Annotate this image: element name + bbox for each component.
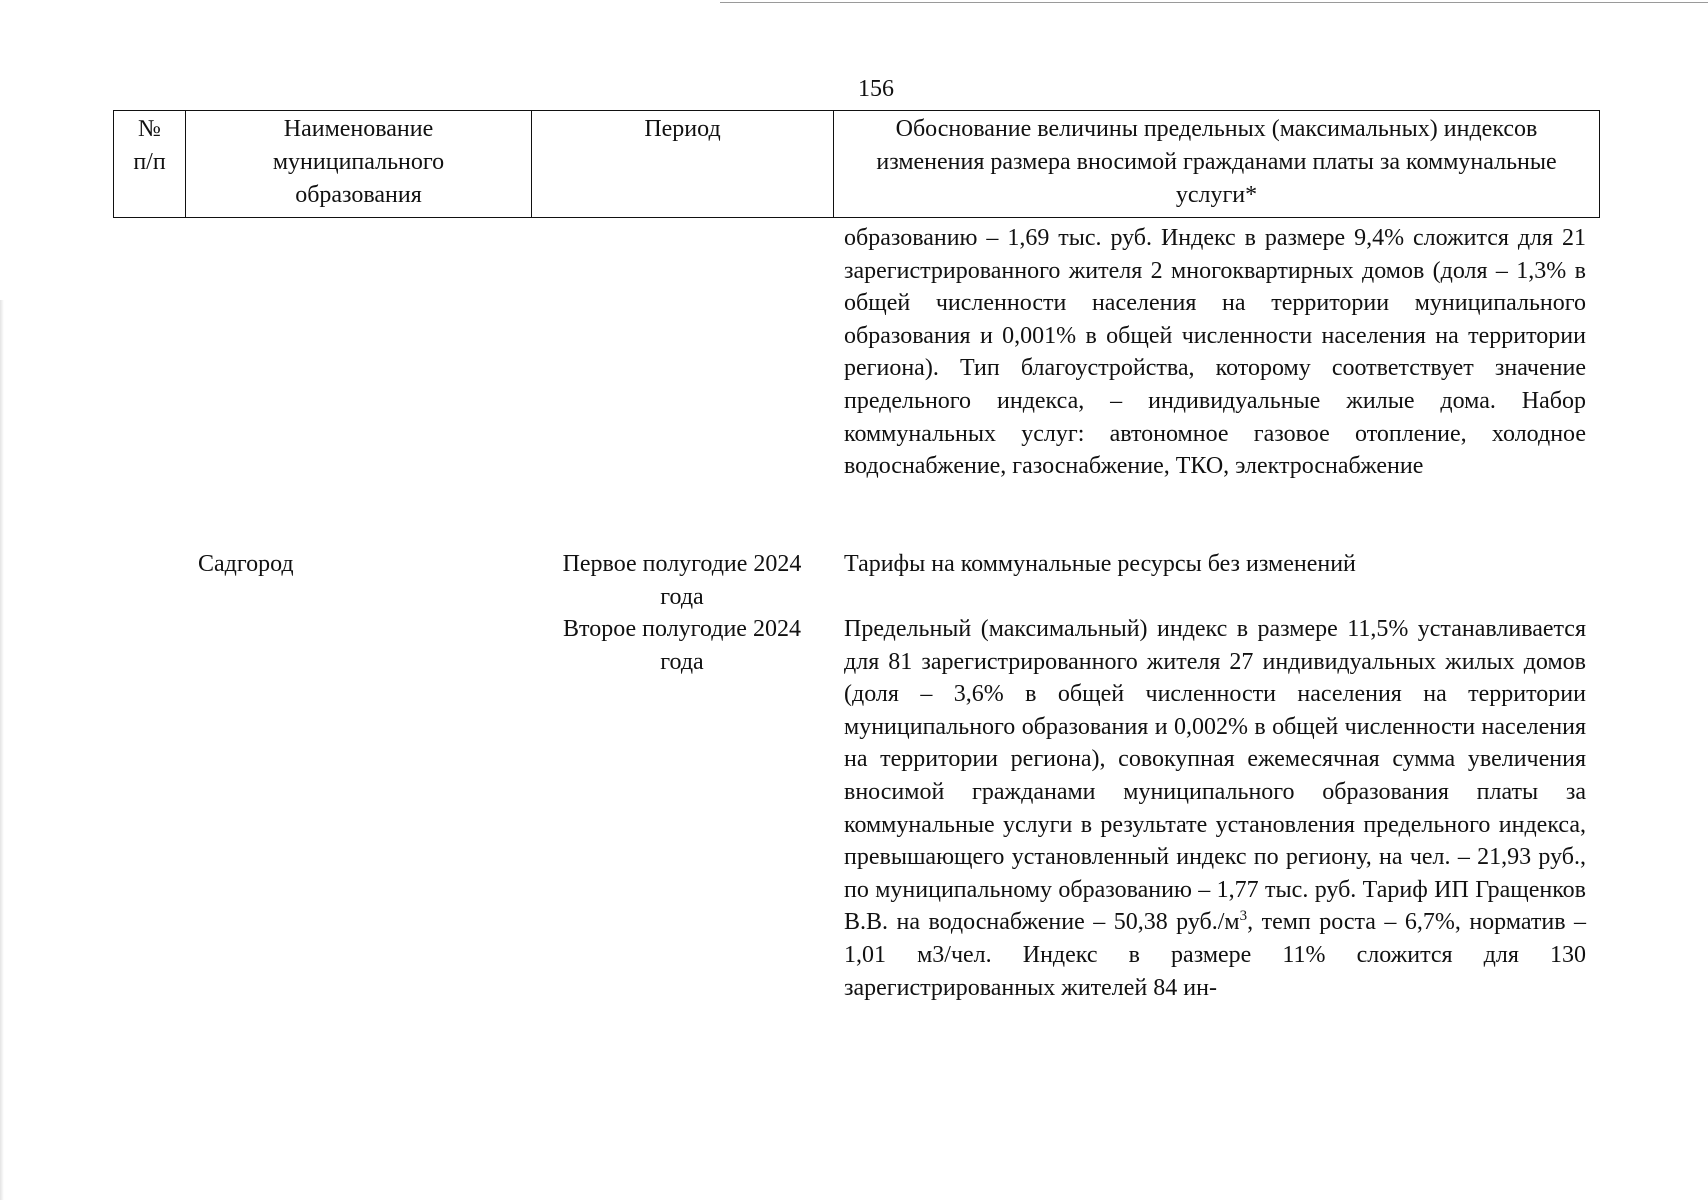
superscript-3: 3 <box>1239 908 1248 925</box>
period-first-half: Первое полугодие 2024 года <box>562 551 802 610</box>
header-col-number <box>114 111 186 217</box>
header-col-basis-label: Обоснование величины предельных (максимальных) индексов изменения размера вносимой гражданами платы за коммунальные услуги* <box>876 116 1557 208</box>
municipality-name: Садгород <box>198 551 294 577</box>
header-col-number-label: № п/п <box>133 116 166 175</box>
header-col-municipality-label: Наименование муниципального образования <box>272 116 445 208</box>
header-col-period-label: Период <box>644 116 721 142</box>
header-col-period <box>532 111 834 217</box>
scan-artifact-edge <box>0 300 4 1200</box>
period-second-half: Второе полугодие 2024 года <box>563 616 801 675</box>
header-col-basis <box>834 111 1599 217</box>
basis-second-half-text-a: Предельный (максимальный) индекс в размере 11,5% устанавливается для 81 зарегистрированного жителя 27 индивидуальных жилых домов (доля – 3,6% в общей численности населения на территории муниципального образования и 0,002% в общей численности населения на территории региона), совокупная ежемесячная сумма увеличения вносимой гражданами муниципального образования платы за коммунальные услуги в результате установления предельного индекса, превышающего установленный индекс по региону, на чел. – 21,93 руб., по муниципальному образованию – 1,77 тыс. руб. Тариф ИП Гращенков В.В. на водоснабжение – 50,38 руб./м <box>844 616 1586 936</box>
basis-second-half <box>844 613 1586 1004</box>
basis-first-half: Тарифы на коммунальные ресурсы без изменений <box>844 551 1356 577</box>
header-col-municipality <box>186 111 532 217</box>
page-number: 156 <box>858 76 894 102</box>
basis-second-half-text-b: , темп роста – 6,7%, норматив – 1,01 м3/чел. Индекс в размере 11% сложится для 130 зарегистрированных жителей 84 ин- <box>844 909 1587 1001</box>
basis-continuation-text: образованию – 1,69 тыс. руб. Индекс в размере 9,4% сложится для 21 зарегистрированного жителя 2 многоквартирных домов (доля – 1,3% в общей численности населения на территории муниципального образования и 0,001% в общей численности населения на территории региона). Тип благоустройства, которому соответствует значение предельного индекса, – индивидуальные жилые дома. Набор коммунальных услуг: автономное газовое отопление, холодное водоснабжение, газоснабжение, ТКО, электроснабжение <box>844 225 1586 480</box>
scan-artifact-line <box>720 2 1708 3</box>
table-header <box>113 110 1600 218</box>
